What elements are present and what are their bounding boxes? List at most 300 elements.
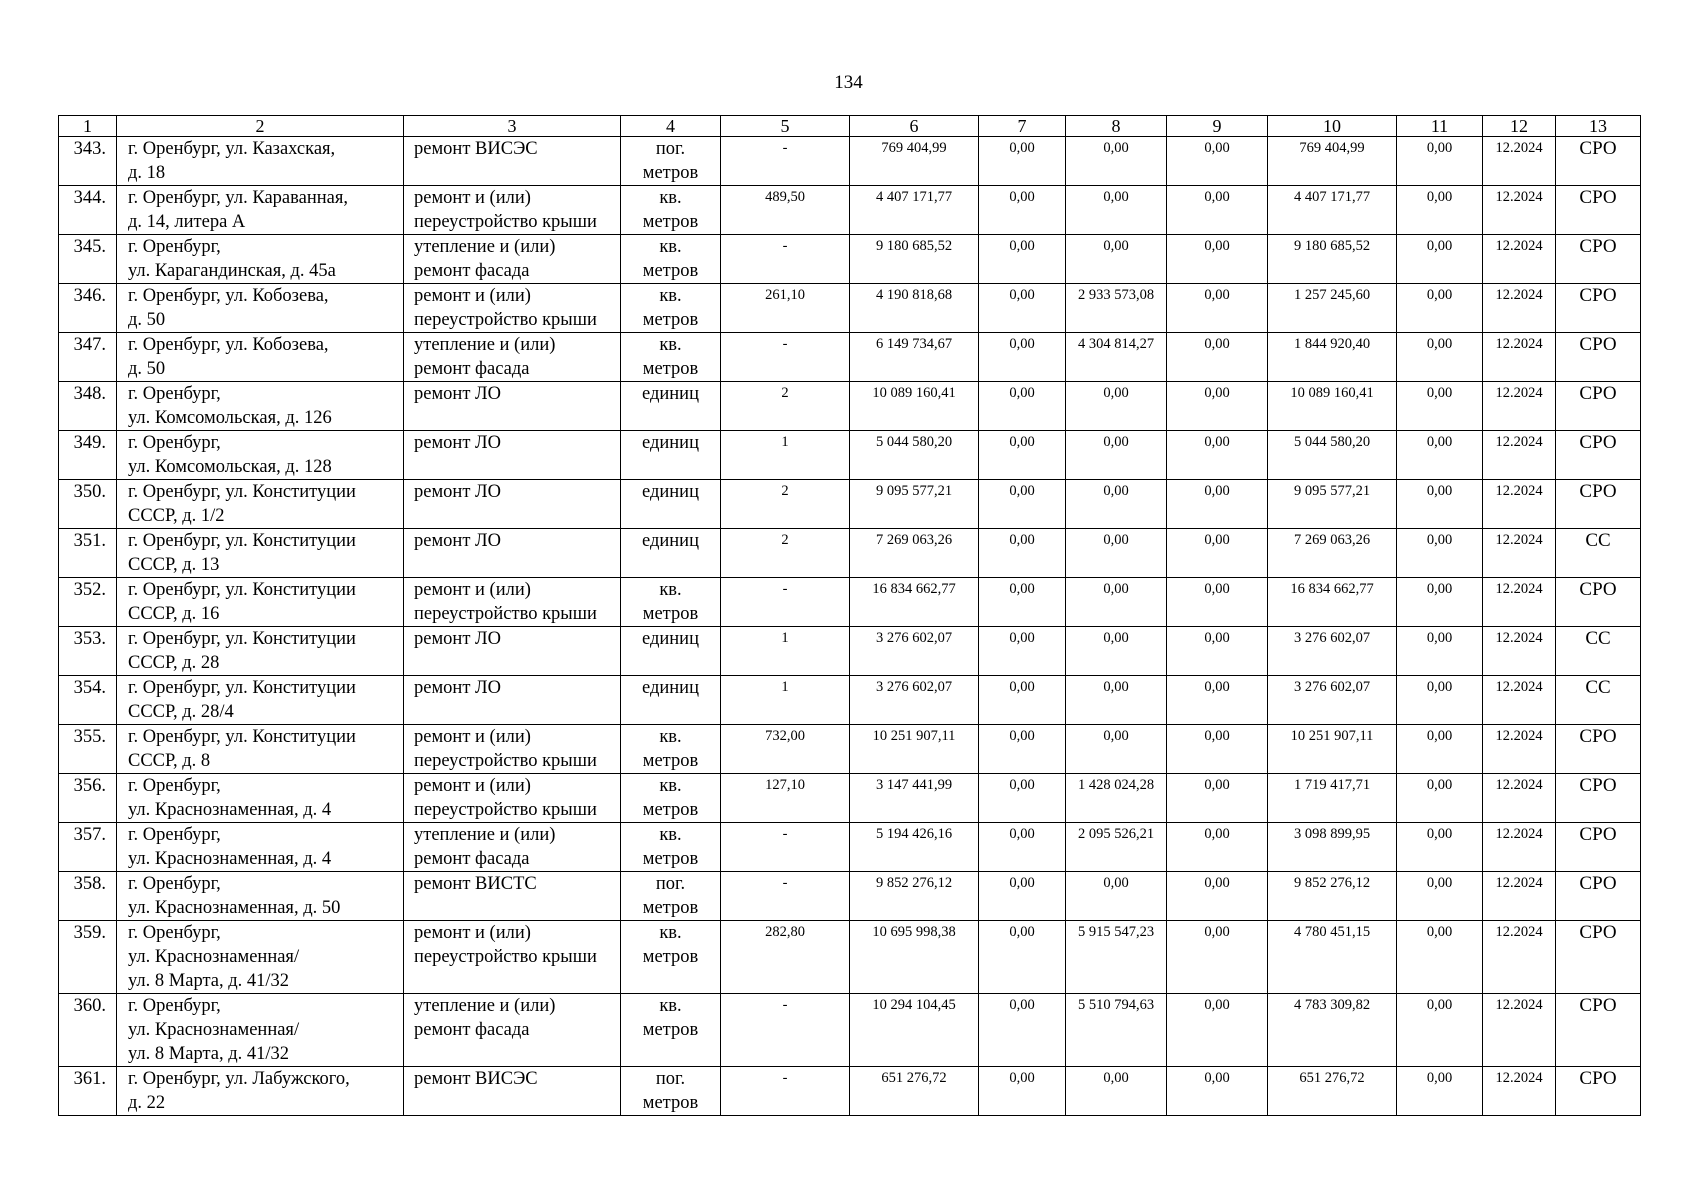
owner-funds-cell: 5 044 580,20 <box>1268 431 1397 480</box>
volume-cell: - <box>721 872 850 921</box>
work-type-cell <box>404 382 621 431</box>
unit-cell <box>621 186 721 235</box>
unit-line: единиц <box>642 433 699 453</box>
regional-funds-cell: 0,00 <box>1066 186 1167 235</box>
unit-cell <box>621 382 721 431</box>
total-cost-cell: 10 695 998,38 <box>850 921 979 994</box>
unit-cell <box>621 480 721 529</box>
work-type-line: ремонт ВИСЭС <box>414 139 538 159</box>
table-row <box>59 431 1641 480</box>
federal-funds-cell: 0,00 <box>979 235 1066 284</box>
unit-cell <box>621 676 721 725</box>
unit-cell <box>621 284 721 333</box>
fund-method-cell: СРО <box>1556 725 1641 774</box>
local-funds-cell: 0,00 <box>1167 823 1268 872</box>
column-header-10: 10 <box>1268 116 1397 137</box>
address-line: д. 50 <box>128 310 166 330</box>
address-line: ул. Комсомольская, д. 126 <box>128 408 332 428</box>
total-cost-cell: 651 276,72 <box>850 1067 979 1116</box>
unit-line: пог. <box>655 1069 686 1089</box>
regional-funds-cell: 0,00 <box>1066 627 1167 676</box>
regional-funds-cell: 2 933 573,08 <box>1066 284 1167 333</box>
local-funds-cell: 0,00 <box>1167 333 1268 382</box>
local-funds-cell: 0,00 <box>1167 921 1268 994</box>
address-line: СССР, д. 1/2 <box>128 506 225 526</box>
other-funds-cell: 0,00 <box>1397 774 1483 823</box>
table-row <box>59 823 1641 872</box>
column-number-row <box>59 116 1641 137</box>
regional-funds-cell: 0,00 <box>1066 382 1167 431</box>
unit-line: кв. <box>659 825 682 845</box>
volume-cell: - <box>721 137 850 186</box>
unit-cell <box>621 921 721 994</box>
row-number-cell: 349. <box>59 431 117 480</box>
work-type-cell <box>404 284 621 333</box>
fund-method-cell: СРО <box>1556 333 1641 382</box>
work-type-line: переустройство крыши <box>414 751 597 771</box>
federal-funds-cell: 0,00 <box>979 872 1066 921</box>
other-funds-cell: 0,00 <box>1397 431 1483 480</box>
federal-funds-cell: 0,00 <box>979 137 1066 186</box>
work-type-line: ремонт и (или) <box>414 286 531 306</box>
table-row <box>59 1067 1641 1116</box>
deadline-cell: 12.2024 <box>1483 284 1556 333</box>
owner-funds-cell: 1 844 920,40 <box>1268 333 1397 382</box>
address-line: г. Оренбург, ул. Конституции <box>128 531 356 551</box>
work-type-line: ремонт ЛО <box>414 482 501 502</box>
local-funds-cell: 0,00 <box>1167 872 1268 921</box>
owner-funds-cell: 7 269 063,26 <box>1268 529 1397 578</box>
address-cell <box>117 994 404 1067</box>
address-line: СССР, д. 8 <box>128 751 211 771</box>
federal-funds-cell: 0,00 <box>979 431 1066 480</box>
volume-cell: 732,00 <box>721 725 850 774</box>
column-header-12: 12 <box>1483 116 1556 137</box>
deadline-cell: 12.2024 <box>1483 578 1556 627</box>
fund-method-cell: СС <box>1556 676 1641 725</box>
deadline-cell: 12.2024 <box>1483 186 1556 235</box>
address-line: г. Оренбург, ул. Лабужского, <box>128 1069 350 1089</box>
work-type-line: ремонт ЛО <box>414 629 501 649</box>
row-number-cell: 347. <box>59 333 117 382</box>
work-type-line: утепление и (или) <box>414 335 556 355</box>
address-cell <box>117 676 404 725</box>
other-funds-cell: 0,00 <box>1397 529 1483 578</box>
federal-funds-cell: 0,00 <box>979 676 1066 725</box>
work-type-line: утепление и (или) <box>414 237 556 257</box>
owner-funds-cell: 4 407 171,77 <box>1268 186 1397 235</box>
work-type-cell <box>404 774 621 823</box>
regional-funds-cell: 4 304 814,27 <box>1066 333 1167 382</box>
deadline-cell: 12.2024 <box>1483 627 1556 676</box>
local-funds-cell: 0,00 <box>1167 284 1268 333</box>
address-line: ул. Краснознаменная, д. 4 <box>128 849 332 869</box>
federal-funds-cell: 0,00 <box>979 627 1066 676</box>
unit-cell <box>621 137 721 186</box>
total-cost-cell: 10 251 907,11 <box>850 725 979 774</box>
unit-cell <box>621 235 721 284</box>
deadline-cell: 12.2024 <box>1483 431 1556 480</box>
unit-line: пог. <box>655 874 686 894</box>
fund-method-cell: СС <box>1556 529 1641 578</box>
row-number-cell: 354. <box>59 676 117 725</box>
work-type-line: ремонт ЛО <box>414 384 501 404</box>
address-line: ул. Краснознаменная/ <box>128 947 300 967</box>
work-type-cell <box>404 186 621 235</box>
deadline-cell: 12.2024 <box>1483 676 1556 725</box>
work-type-cell <box>404 529 621 578</box>
table-row <box>59 676 1641 725</box>
total-cost-cell: 4 407 171,77 <box>850 186 979 235</box>
work-type-cell <box>404 872 621 921</box>
table-row <box>59 725 1641 774</box>
work-type-cell <box>404 578 621 627</box>
fund-method-cell: СРО <box>1556 235 1641 284</box>
column-header-8: 8 <box>1066 116 1167 137</box>
address-line: г. Оренбург, <box>128 825 221 845</box>
federal-funds-cell: 0,00 <box>979 578 1066 627</box>
deadline-cell: 12.2024 <box>1483 921 1556 994</box>
volume-cell: 2 <box>721 529 850 578</box>
local-funds-cell: 0,00 <box>1167 186 1268 235</box>
address-line: д. 22 <box>128 1093 166 1113</box>
volume-cell: - <box>721 994 850 1067</box>
owner-funds-cell: 3 276 602,07 <box>1268 676 1397 725</box>
unit-cell <box>621 823 721 872</box>
volume-cell: - <box>721 578 850 627</box>
owner-funds-cell: 1 719 417,71 <box>1268 774 1397 823</box>
work-type-line: переустройство крыши <box>414 800 597 820</box>
federal-funds-cell: 0,00 <box>979 1067 1066 1116</box>
federal-funds-cell: 0,00 <box>979 480 1066 529</box>
fund-method-cell: СРО <box>1556 137 1641 186</box>
row-number-cell: 346. <box>59 284 117 333</box>
local-funds-cell: 0,00 <box>1167 431 1268 480</box>
volume-cell: 261,10 <box>721 284 850 333</box>
owner-funds-cell: 10 251 907,11 <box>1268 725 1397 774</box>
address-line: СССР, д. 13 <box>128 555 220 575</box>
total-cost-cell: 9 852 276,12 <box>850 872 979 921</box>
address-line: г. Оренбург, <box>128 237 221 257</box>
work-type-line: ремонт фасада <box>414 1020 530 1040</box>
other-funds-cell: 0,00 <box>1397 333 1483 382</box>
unit-line: метров <box>642 947 699 967</box>
unit-cell <box>621 627 721 676</box>
federal-funds-cell: 0,00 <box>979 774 1066 823</box>
work-type-cell <box>404 823 621 872</box>
regional-funds-cell: 0,00 <box>1066 725 1167 774</box>
owner-funds-cell: 651 276,72 <box>1268 1067 1397 1116</box>
local-funds-cell: 0,00 <box>1167 627 1268 676</box>
other-funds-cell: 0,00 <box>1397 137 1483 186</box>
deadline-cell: 12.2024 <box>1483 994 1556 1067</box>
unit-line: метров <box>642 898 699 918</box>
deadline-cell: 12.2024 <box>1483 333 1556 382</box>
deadline-cell: 12.2024 <box>1483 529 1556 578</box>
table-row <box>59 872 1641 921</box>
total-cost-cell: 7 269 063,26 <box>850 529 979 578</box>
other-funds-cell: 0,00 <box>1397 235 1483 284</box>
column-header-1: 1 <box>59 116 117 137</box>
local-funds-cell: 0,00 <box>1167 137 1268 186</box>
unit-line: кв. <box>659 727 682 747</box>
address-cell <box>117 333 404 382</box>
address-line: г. Оренбург, ул. Кобозева, <box>128 286 329 306</box>
unit-cell <box>621 431 721 480</box>
regional-funds-cell: 2 095 526,21 <box>1066 823 1167 872</box>
unit-line: метров <box>642 261 699 281</box>
column-header-4: 4 <box>621 116 721 137</box>
volume-cell: 2 <box>721 480 850 529</box>
address-line: г. Оренбург, <box>128 433 221 453</box>
owner-funds-cell: 769 404,99 <box>1268 137 1397 186</box>
address-line: д. 14, литера А <box>128 212 246 232</box>
unit-line: метров <box>642 1093 699 1113</box>
work-type-cell <box>404 333 621 382</box>
unit-cell <box>621 529 721 578</box>
address-line: СССР, д. 28 <box>128 653 220 673</box>
address-cell <box>117 823 404 872</box>
work-type-cell <box>404 627 621 676</box>
owner-funds-cell: 4 783 309,82 <box>1268 994 1397 1067</box>
other-funds-cell: 0,00 <box>1397 872 1483 921</box>
address-line: ул. Краснознаменная, д. 4 <box>128 800 332 820</box>
unit-line: единиц <box>642 531 699 551</box>
address-cell <box>117 480 404 529</box>
total-cost-cell: 3 276 602,07 <box>850 627 979 676</box>
address-cell <box>117 382 404 431</box>
unit-line: пог. <box>655 139 686 159</box>
unit-line: кв. <box>659 776 682 796</box>
unit-line: метров <box>642 849 699 869</box>
address-cell <box>117 627 404 676</box>
other-funds-cell: 0,00 <box>1397 1067 1483 1116</box>
work-type-line: переустройство крыши <box>414 310 597 330</box>
work-type-cell <box>404 676 621 725</box>
column-header-11: 11 <box>1397 116 1483 137</box>
work-type-line: ремонт и (или) <box>414 580 531 600</box>
row-number-cell: 356. <box>59 774 117 823</box>
unit-line: метров <box>642 163 699 183</box>
address-cell <box>117 725 404 774</box>
unit-cell <box>621 774 721 823</box>
deadline-cell: 12.2024 <box>1483 1067 1556 1116</box>
work-type-line: ремонт фасада <box>414 261 530 281</box>
program-table <box>58 115 1641 1116</box>
fund-method-cell: СРО <box>1556 823 1641 872</box>
fund-method-cell: СРО <box>1556 480 1641 529</box>
volume-cell: 489,50 <box>721 186 850 235</box>
work-type-line: утепление и (или) <box>414 996 556 1016</box>
work-type-cell <box>404 431 621 480</box>
row-number-cell: 360. <box>59 994 117 1067</box>
address-line: ул. 8 Марта, д. 41/32 <box>128 971 290 991</box>
work-type-line: ремонт и (или) <box>414 727 531 747</box>
regional-funds-cell: 0,00 <box>1066 529 1167 578</box>
unit-line: кв. <box>659 188 682 208</box>
address-line: ул. Краснознаменная/ <box>128 1020 300 1040</box>
address-line: г. Оренбург, ул. Караванная, <box>128 188 348 208</box>
table-row <box>59 382 1641 431</box>
other-funds-cell: 0,00 <box>1397 994 1483 1067</box>
table-row <box>59 529 1641 578</box>
fund-method-cell: СРО <box>1556 431 1641 480</box>
local-funds-cell: 0,00 <box>1167 382 1268 431</box>
regional-funds-cell: 0,00 <box>1066 431 1167 480</box>
column-header-5: 5 <box>721 116 850 137</box>
regional-funds-cell: 5 915 547,23 <box>1066 921 1167 994</box>
federal-funds-cell: 0,00 <box>979 333 1066 382</box>
table-row <box>59 774 1641 823</box>
deadline-cell: 12.2024 <box>1483 137 1556 186</box>
table-row <box>59 137 1641 186</box>
unit-line: метров <box>642 212 699 232</box>
total-cost-cell: 5 194 426,16 <box>850 823 979 872</box>
federal-funds-cell: 0,00 <box>979 725 1066 774</box>
address-line: СССР, д. 16 <box>128 604 220 624</box>
table-row <box>59 578 1641 627</box>
address-cell <box>117 774 404 823</box>
fund-method-cell: СРО <box>1556 994 1641 1067</box>
work-type-cell <box>404 725 621 774</box>
deadline-cell: 12.2024 <box>1483 480 1556 529</box>
regional-funds-cell: 0,00 <box>1066 137 1167 186</box>
unit-cell <box>621 872 721 921</box>
unit-cell <box>621 725 721 774</box>
work-type-line: ремонт ЛО <box>414 678 501 698</box>
local-funds-cell: 0,00 <box>1167 1067 1268 1116</box>
address-cell <box>117 578 404 627</box>
address-line: СССР, д. 28/4 <box>128 702 234 722</box>
regional-funds-cell: 1 428 024,28 <box>1066 774 1167 823</box>
work-type-line: переустройство крыши <box>414 947 597 967</box>
table-row <box>59 235 1641 284</box>
address-line: д. 50 <box>128 359 166 379</box>
deadline-cell: 12.2024 <box>1483 382 1556 431</box>
local-funds-cell: 0,00 <box>1167 578 1268 627</box>
volume-cell: 282,80 <box>721 921 850 994</box>
owner-funds-cell: 9 180 685,52 <box>1268 235 1397 284</box>
work-type-cell <box>404 137 621 186</box>
work-type-line: переустройство крыши <box>414 604 597 624</box>
column-header-9: 9 <box>1167 116 1268 137</box>
work-type-line: ремонт ВИСТС <box>414 874 537 894</box>
unit-line: единиц <box>642 384 699 404</box>
other-funds-cell: 0,00 <box>1397 725 1483 774</box>
row-number-cell: 358. <box>59 872 117 921</box>
work-type-cell <box>404 1067 621 1116</box>
work-type-line: ремонт фасада <box>414 849 530 869</box>
total-cost-cell: 3 276 602,07 <box>850 676 979 725</box>
row-number-cell: 357. <box>59 823 117 872</box>
total-cost-cell: 10 294 104,45 <box>850 994 979 1067</box>
owner-funds-cell: 1 257 245,60 <box>1268 284 1397 333</box>
fund-method-cell: СРО <box>1556 1067 1641 1116</box>
volume-cell: 2 <box>721 382 850 431</box>
local-funds-cell: 0,00 <box>1167 774 1268 823</box>
work-type-cell <box>404 921 621 994</box>
volume-cell: 1 <box>721 431 850 480</box>
program-table-container <box>58 115 1640 1116</box>
work-type-cell <box>404 994 621 1067</box>
volume-cell: - <box>721 235 850 284</box>
column-header-13: 13 <box>1556 116 1641 137</box>
unit-cell <box>621 994 721 1067</box>
federal-funds-cell: 0,00 <box>979 382 1066 431</box>
other-funds-cell: 0,00 <box>1397 627 1483 676</box>
page-number: 134 <box>834 72 863 93</box>
address-line: г. Оренбург, ул. Конституции <box>128 727 356 747</box>
federal-funds-cell: 0,00 <box>979 921 1066 994</box>
unit-line: метров <box>642 310 699 330</box>
total-cost-cell: 4 190 818,68 <box>850 284 979 333</box>
address-line: г. Оренбург, ул. Конституции <box>128 678 356 698</box>
fund-method-cell: СРО <box>1556 186 1641 235</box>
work-type-line: ремонт ВИСЭС <box>414 1069 538 1089</box>
volume-cell: - <box>721 1067 850 1116</box>
address-line: д. 18 <box>128 163 166 183</box>
fund-method-cell: СРО <box>1556 921 1641 994</box>
row-number-cell: 353. <box>59 627 117 676</box>
total-cost-cell: 6 149 734,67 <box>850 333 979 382</box>
column-header-2: 2 <box>117 116 404 137</box>
federal-funds-cell: 0,00 <box>979 284 1066 333</box>
regional-funds-cell: 0,00 <box>1066 480 1167 529</box>
row-number-cell: 348. <box>59 382 117 431</box>
fund-method-cell: СРО <box>1556 284 1641 333</box>
column-header-6: 6 <box>850 116 979 137</box>
fund-method-cell: СС <box>1556 627 1641 676</box>
other-funds-cell: 0,00 <box>1397 676 1483 725</box>
regional-funds-cell: 0,00 <box>1066 676 1167 725</box>
address-line: ул. 8 Марта, д. 41/32 <box>128 1044 290 1064</box>
address-cell <box>117 872 404 921</box>
address-line: г. Оренбург, <box>128 874 221 894</box>
unit-line: метров <box>642 751 699 771</box>
table-row <box>59 284 1641 333</box>
local-funds-cell: 0,00 <box>1167 725 1268 774</box>
total-cost-cell: 5 044 580,20 <box>850 431 979 480</box>
unit-cell <box>621 333 721 382</box>
total-cost-cell: 10 089 160,41 <box>850 382 979 431</box>
row-number-cell: 343. <box>59 137 117 186</box>
work-type-line: утепление и (или) <box>414 825 556 845</box>
local-funds-cell: 0,00 <box>1167 480 1268 529</box>
local-funds-cell: 0,00 <box>1167 235 1268 284</box>
address-line: г. Оренбург, <box>128 384 221 404</box>
unit-line: кв. <box>659 996 682 1016</box>
unit-line: метров <box>642 604 699 624</box>
address-line: г. Оренбург, ул. Конституции <box>128 629 356 649</box>
unit-line: метров <box>642 359 699 379</box>
other-funds-cell: 0,00 <box>1397 382 1483 431</box>
regional-funds-cell: 0,00 <box>1066 1067 1167 1116</box>
work-type-line: ремонт и (или) <box>414 188 531 208</box>
row-number-cell: 359. <box>59 921 117 994</box>
address-line: ул. Карагандинская, д. 45а <box>128 261 336 281</box>
address-cell <box>117 529 404 578</box>
total-cost-cell: 3 147 441,99 <box>850 774 979 823</box>
unit-line: кв. <box>659 923 682 943</box>
work-type-cell <box>404 235 621 284</box>
work-type-cell <box>404 480 621 529</box>
table-row <box>59 186 1641 235</box>
table-row <box>59 333 1641 382</box>
unit-line: кв. <box>659 580 682 600</box>
owner-funds-cell: 16 834 662,77 <box>1268 578 1397 627</box>
deadline-cell: 12.2024 <box>1483 872 1556 921</box>
work-type-line: ремонт и (или) <box>414 776 531 796</box>
